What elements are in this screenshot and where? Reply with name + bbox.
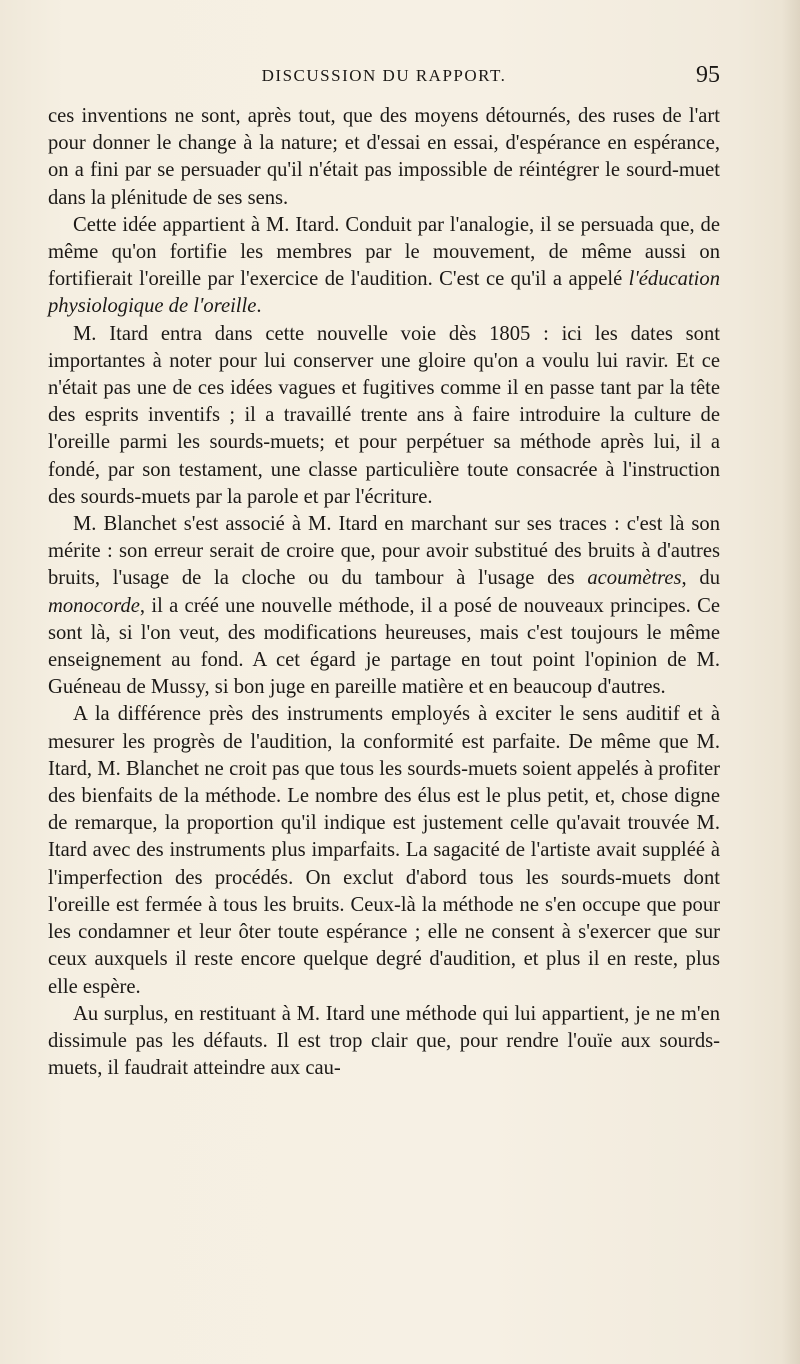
paragraph <box>48 511 720 701</box>
paragraph <box>48 212 720 321</box>
paragraph <box>48 1001 720 1083</box>
paragraph-text: , il a créé une nouvelle méthode, il a posé de nouveaux principes. Ce sont là, si l'on veut, des modifications heureuses, mais c'est toujours le même enseignement au fond. A cet égard je partage en tout point l'opinion de M. Guéneau de Mussy, si bon juge en pareille matière et en beaucoup d'autres. <box>48 594 720 699</box>
paragraph-text: ces inventions ne sont, après tout, que des moyens détournés, des ruses de l'art pour donner le change à la nature; et d'essai en essai, d'espérance en espérance, on a fini par se persuader qu'il n'était pas impossible de réintégrer le sourd-muet dans la plénitude de ses sens. <box>48 105 720 209</box>
paragraph-text: M. Blanchet s'est associé à M. Itard en marchant sur ses traces : c'est là son mérite : son erreur serait de croire que, pour avoir substitué des bruits à d'autres bruits, l'usage de la cloche ou du tambour à l'usage des <box>48 513 720 590</box>
paragraph-text: Au surplus, en restituant à M. Itard une méthode qui lui appartient, je ne m'en dissimule pas les défauts. Il est trop clair que, pour rendre l'ouïe aux sourds-muets, il faudrait atteindre aux cau- <box>48 1002 720 1080</box>
paragraph-text: M. Itard entra dans cette nouvelle voie dès 1805 : ici les dates sont importantes à noter pour lui conserver une gloire qu'on a voulu lui ravir. Et ce n'était pas une de ces idées vagues et fugitives comme il en passe tant par la tête des esprits inventifs ; il a travaillé trente ans à faire introduire la culture de l'oreille parmi les sourds-muets; et pour perpétuer sa méthode après lui, il a fondé, par son testament, une classe particulière toute consacrée à l'instruction des sourds-muets par la parole et par l'écriture. <box>48 322 720 508</box>
paragraph-text: Cette idée appartient à M. Itard. Conduit par l'analogie, il se persuada que, de même qu'on fortifie les membres par le mouvement, de même aussi on fortifierait l'oreille par l'exercice de l'audition. C'est ce qu'il a appelé <box>48 213 720 291</box>
paragraph <box>48 701 720 1000</box>
paragraph-text: . <box>256 295 262 318</box>
running-title: DISCUSSION DU RAPPORT. <box>261 66 507 85</box>
page-header <box>48 62 720 92</box>
page-number: 95 <box>696 62 720 88</box>
paragraph-text: , du <box>681 567 721 590</box>
paragraph-text: A la différence près des instruments employés à exciter le sens auditif et à mesurer les progrès de l'audition, la conformité est parfaite. De même que M. Itard, M. Blanchet ne croit pas que tous les sourds-muets soient appelés à profiter des bienfaits de la méthode. Le nombre des élus est le plus petit, et, chose digne de remarque, la proportion qu'il indique est justement celle qu'avait trouvée M. Itard avec des instruments plus imparfaits. La sagacité de l'artiste avait suppléé à l'imperfection des procédés. On exclut d'abord tous les sourds-muets dont l'oreille est fermée à tous les bruits. Ceux-là la méthode ne s'en occupe que pour les condamner et leur ôter toute espérance ; elle ne consent à s'exercer que sur ceux auxquels il reste encore quelque degré d'audition, et plus il en reste, plus elle espère. <box>48 703 720 998</box>
italic-text: acoumètres <box>587 567 682 590</box>
paragraph <box>48 321 720 511</box>
body-text <box>48 103 720 1082</box>
paragraph <box>48 103 720 212</box>
italic-text: l'éducation physiologique de l'oreille <box>48 268 720 318</box>
page-edge-shadow <box>782 0 800 1364</box>
italic-text: monocorde <box>48 594 140 617</box>
